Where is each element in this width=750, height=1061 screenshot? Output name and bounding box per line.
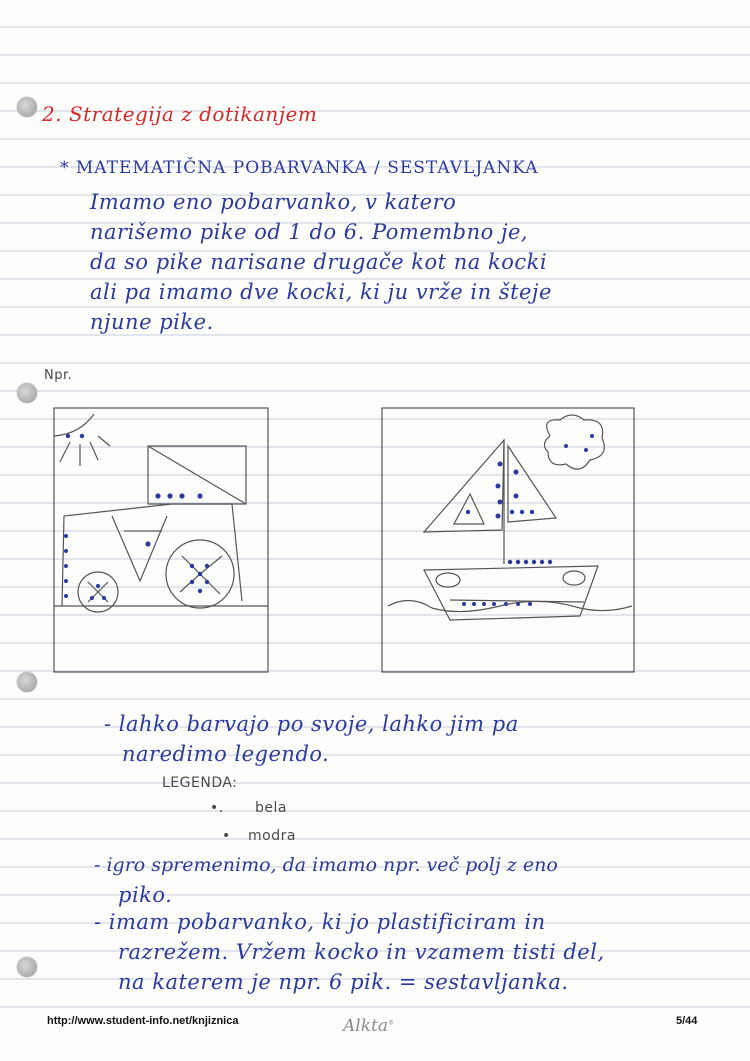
list-item-3-line-2: razrežem. Vržem kocko in vzamem tisti del, [118,940,605,964]
legend-label-1: bela [255,800,287,816]
paragraph-line-2: narišemo pike od 1 do 6. Pomembno je, [90,220,529,244]
boat-drawing [380,406,638,676]
list-item-2-line-2: piko. [118,883,173,907]
section-heading: 2. Strategija z dotikanjem [42,102,318,126]
paragraph-line-3: da so pike narisane drugače kot na kocki [90,250,548,274]
legend-title: LEGENDA: [162,775,238,791]
punch-hole-1 [17,97,37,117]
page-number: 5/44 [676,1015,698,1027]
punch-hole-2 [17,383,37,403]
legend-symbol-2: • [222,828,231,844]
section-title: * MATEMATIČNA POBARVANKA / SESTAVLJANKA [60,158,539,178]
tractor-drawing [52,406,272,676]
list-item-3-line-3: na katerem je npr. 6 pik. = sestavljanka. [118,970,569,994]
example-label: Npr. [44,368,73,383]
legend-symbol-1: •. [210,800,224,816]
notebook-logo: Alkta® [343,1016,394,1036]
paragraph-line-1: Imamo eno pobarvanko, v katero [90,190,457,214]
punch-hole-3 [17,672,37,692]
footer-url[interactable]: http://www.student-info.net/knjiznica [47,1015,239,1027]
punch-hole-4 [17,957,37,977]
list-item-2-line-1: - igro spremenimo, da imamo npr. več polj z eno [94,854,558,876]
list-item-3-line-1: - imam pobarvanko, ki jo plastificiram in [94,910,546,934]
legend-label-2: modra [248,828,296,844]
paragraph-line-5: njune pike. [90,310,214,334]
list-item-1-line-1: - lahko barvajo po svoje, lahko jim pa [104,712,519,736]
list-item-1-line-2: naredimo legendo. [122,742,330,766]
paragraph-line-4: ali pa imamo dve kocki, ki ju vrže in šteje [90,280,552,304]
